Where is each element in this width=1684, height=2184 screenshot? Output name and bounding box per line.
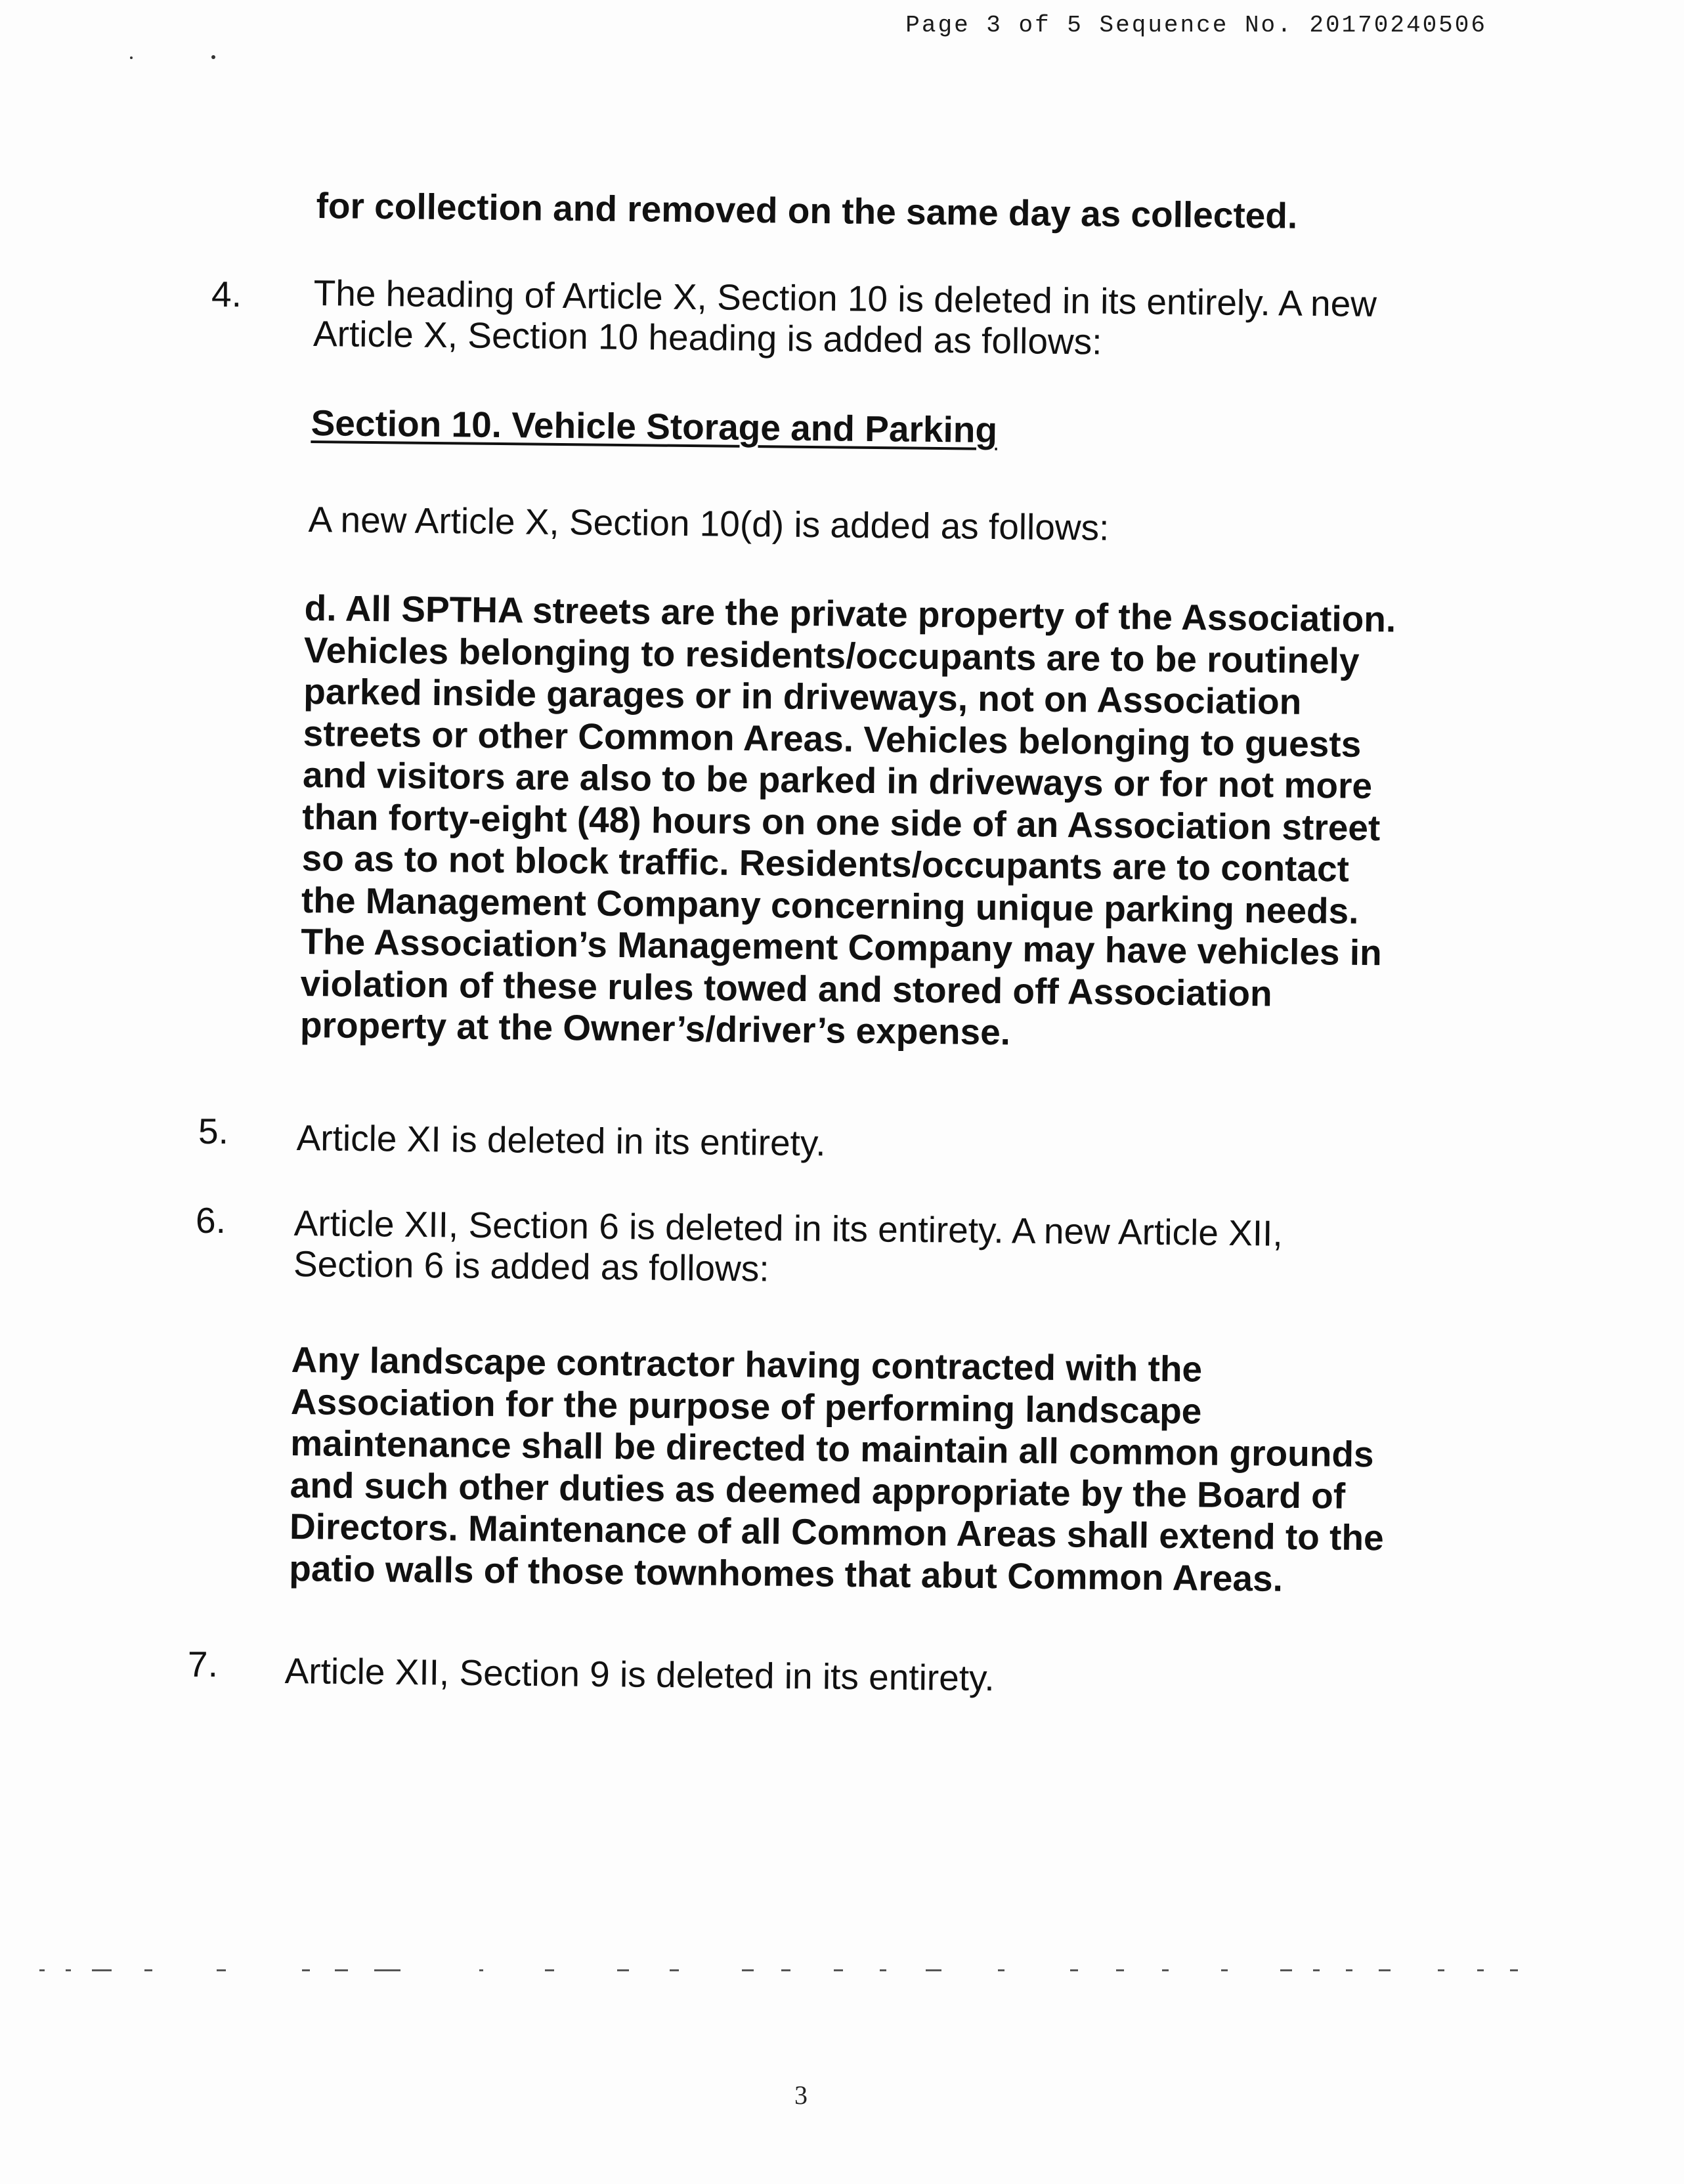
body-line: maintenance shall be directed to maintain all common grounds [290,1422,1374,1475]
scan-dash [92,1969,112,1971]
scan-dash [880,1969,886,1971]
item-6-line-2: Section 6 is added as follows: [293,1243,769,1289]
body-line: streets or other Common Areas. Vehicles belonging to guests [303,712,1362,765]
scan-dash [1438,1969,1444,1971]
continuation-text: for collection and removed on the same day as collected. [316,184,1298,236]
scan-dash [1162,1969,1169,1971]
scan-dash [302,1969,310,1971]
scan-dash [66,1969,71,1971]
item-number-5: 5. [198,1111,228,1151]
body-line: so as to not block traffic. Residents/occupants are to contact [301,837,1350,889]
scan-dash [926,1969,941,1971]
item-4-line-2: Article X, Section 10 heading is added as follows: [313,312,1102,362]
scan-dash [374,1969,400,1971]
item-4-line-1: The heading of Article X, Section 10 is deleted in its entirely. A new [313,272,1377,324]
scan-noise-row [26,1969,1536,1976]
body-line: Directors. Maintenance of all Common Areas shall extend to the [289,1505,1384,1558]
item-number-6: 6. [196,1200,226,1241]
item-6-text [293,1203,1283,1295]
scan-dash [1221,1969,1228,1971]
scan-dash [1346,1969,1352,1971]
scan-dash [1313,1969,1320,1971]
item-4-intro: A new Article X, Section 10(d) is added as follows: [308,498,1110,548]
body-line: patio walls of those townhomes that abut Common Areas. [289,1547,1284,1599]
body-line: Vehicles belonging to residents/occupants are to be routinely [303,629,1360,681]
body-line: than forty-eight (48) hours on one side of an Association street [302,796,1381,848]
scan-dash [479,1969,483,1971]
scan-dash [1379,1969,1391,1971]
scan-dash [335,1969,348,1971]
body-line: and such other duties as deemed appropriate by the Board of [290,1464,1346,1516]
scan-dash [834,1969,843,1971]
item-number-7: 7. [188,1644,218,1684]
page-header: Page 3 of 5 Sequence No. 20170240506 [905,12,1487,39]
body-line: Association for the purpose of performing landscape [290,1381,1202,1432]
body-line: the Management Company concerning unique parking needs. [301,879,1359,931]
scan-dash [1280,1969,1292,1971]
scan-dash [670,1969,679,1971]
scan-dash [1070,1969,1078,1971]
page-number: 3 [794,2080,808,2110]
body-line: parked inside garages or in driveways, not on Association [303,670,1302,722]
item-4-text [313,272,1377,365]
section-10-heading: Section 10. Vehicle Storage and Parking [311,402,998,450]
body-line: d. All SPTHA streets are the private property of the Association. [304,588,1396,640]
scan-dash [617,1969,629,1971]
scan-dash [39,1969,45,1971]
item-6-line-1: Article XII, Section 6 is deleted in its entirety. A new Article XII, [293,1203,1284,1254]
body-line: The Association’s Management Company may have vehicles in [301,920,1383,974]
item-5-text: Article XI is deleted in its entirety. [296,1117,826,1164]
scan-dash [545,1969,554,1971]
scan-dash [781,1969,790,1971]
scan-dash [742,1969,754,1971]
scan-dash [1510,1969,1518,1971]
scan-speck [130,56,133,59]
section-6-body [289,1339,1386,1600]
scan-dash [1116,1969,1124,1971]
scan-dash [144,1969,152,1971]
scan-dash [998,1969,1004,1971]
item-7-text: Article XII, Section 9 is deleted in its entirety. [284,1650,995,1699]
body-line: property at the Owner’s/driver’s expense. [299,1004,1011,1053]
body-line: violation of these rules towed and stored off Association [300,962,1273,1014]
section-10d-body [300,588,1396,1058]
body-line: Any landscape contractor having contracted with the [291,1339,1203,1390]
scan-speck [211,55,215,59]
item-number-4: 4. [211,274,242,314]
body-line: and visitors are also to be parked in driveways or for not more [302,754,1373,807]
scan-dash [1477,1969,1484,1971]
scan-dash [217,1969,226,1971]
